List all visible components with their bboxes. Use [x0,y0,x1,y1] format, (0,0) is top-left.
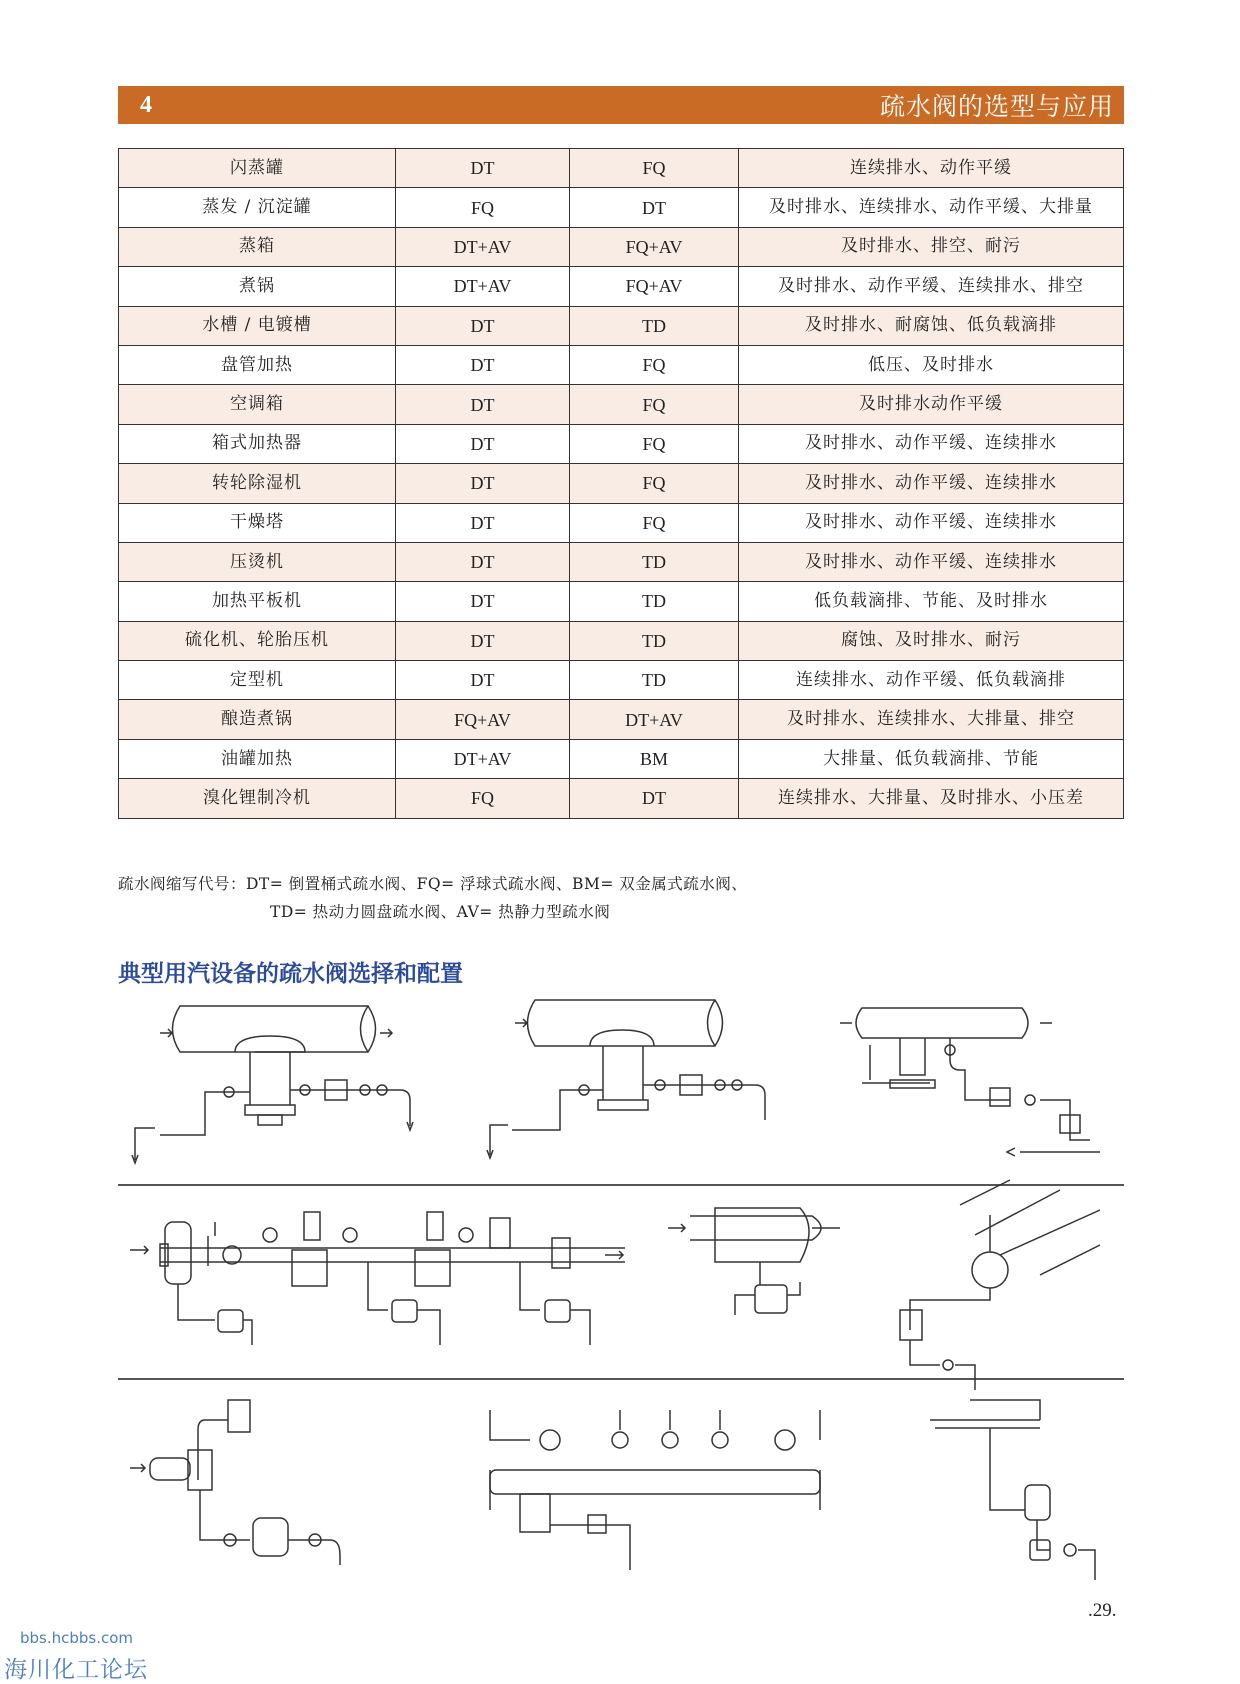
cell-features: 连续排水、大排量、及时排水、小压差 [739,779,1124,818]
cell-second-choice: FQ [570,424,739,463]
cell-first-choice: FQ [396,188,570,227]
cell-features: 及时排水、动作平缓、连续排水 [739,542,1124,581]
diagram-steam-separator [130,1400,340,1565]
cell-first-choice: DT+AV [396,267,570,306]
cell-features: 及时排水、连续排水、动作平缓、大排量 [739,188,1124,227]
cell-features: 及时排水动作平缓 [739,385,1124,424]
cell-features: 及时排水、动作平缓、连续排水 [739,464,1124,503]
cell-first-choice: DT+AV [396,739,570,778]
diagram-flash-tank-1 [132,1006,413,1163]
watermark-name: 海川化工论坛 [4,1657,148,1683]
watermark-url: bbs.hcbbs.com [20,1629,134,1647]
cell-features: 及时排水、动作平缓、连续排水 [739,503,1124,542]
cell-first-choice: DT [396,582,570,621]
chapter-number: 4 [140,91,152,118]
cell-first-choice: DT [396,306,570,345]
diagram-flash-tank-2 [487,1000,765,1158]
cell-second-choice: TD [570,621,739,660]
cell-equipment: 定型机 [119,661,396,700]
abbreviation-note-line2: TD= 热动力圆盘疏水阀、AV= 热静力型疏水阀 [270,903,611,921]
cell-features: 及时排水、连续排水、大排量、排空 [739,700,1124,739]
cell-equipment: 加热平板机 [119,582,396,621]
cell-features: 及时排水、动作平缓、连续排水 [739,424,1124,463]
cell-first-choice: DT [396,464,570,503]
cell-first-choice: DT [396,149,570,188]
cell-equipment: 蒸箱 [119,227,396,266]
cell-equipment: 溴化锂制冷机 [119,779,396,818]
cell-second-choice: BM [570,739,739,778]
cell-first-choice: DT+AV [396,227,570,266]
cell-equipment: 硫化机、轮胎压机 [119,621,396,660]
cell-second-choice: DT [570,188,739,227]
cell-first-choice: DT [396,621,570,660]
chapter-title: 疏水阀的选型与应用 [879,92,1114,121]
cell-second-choice: FQ [570,385,739,424]
cell-features: 连续排水、动作平缓 [739,149,1124,188]
cell-equipment: 盘管加热 [119,345,396,384]
cell-equipment: 空调箱 [119,385,396,424]
cell-first-choice: FQ [396,779,570,818]
cell-second-choice: TD [570,661,739,700]
cell-features: 连续排水、动作平缓、低负载滴排 [739,661,1124,700]
cell-second-choice: FQ [570,503,739,542]
cell-second-choice: FQ [570,149,739,188]
diagram-header-pipe [840,1008,1100,1156]
page-number: .29. [1088,1600,1117,1621]
cell-equipment: 蒸发 / 沉淀罐 [119,188,396,227]
cell-equipment: 油罐加热 [119,739,396,778]
cell-first-choice: DT [396,424,570,463]
cell-first-choice: FQ+AV [396,700,570,739]
cell-equipment: 干燥塔 [119,503,396,542]
cell-second-choice: FQ [570,464,739,503]
cell-second-choice: FQ [570,345,739,384]
diagram-drip-leg [930,1400,1095,1580]
cell-second-choice: DT [570,779,739,818]
cell-features: 大排量、低负载滴排、节能 [739,739,1124,778]
cell-equipment: 闪蒸罐 [119,149,396,188]
cell-second-choice: DT+AV [570,700,739,739]
cell-second-choice: FQ+AV [570,227,739,266]
cell-first-choice: DT [396,385,570,424]
cell-equipment: 压烫机 [119,542,396,581]
cell-equipment: 酿造煮锅 [119,700,396,739]
cell-second-choice: TD [570,582,739,621]
cell-features: 及时排水、排空、耐污 [739,227,1124,266]
cell-features: 腐蚀、及时排水、耐污 [739,621,1124,660]
cell-equipment: 箱式加热器 [119,424,396,463]
cell-equipment: 煮锅 [119,267,396,306]
cell-second-choice: TD [570,306,739,345]
cell-equipment: 水槽 / 电镀槽 [119,306,396,345]
cell-second-choice: TD [570,542,739,581]
diagram-steam-manifold [490,1410,820,1570]
cell-first-choice: DT [396,503,570,542]
cell-first-choice: DT [396,542,570,581]
cell-equipment: 转轮除湿机 [119,464,396,503]
section-title: 典型用汽设备的疏水阀选择和配置 [118,961,463,987]
abbreviation-note-line1: 疏水阀缩写代号：DT= 倒置桶式疏水阀、FQ= 浮球式疏水阀、BM= 双金属式疏水阀、 [118,875,748,893]
cell-features: 低压、及时排水 [739,345,1124,384]
cell-first-choice: DT [396,661,570,700]
diagram-coil-heater [900,1180,1100,1390]
diagram-pressure-reducing-station [130,1212,625,1345]
cell-features: 及时排水、耐腐蚀、低负载滴排 [739,306,1124,345]
cell-first-choice: DT [396,345,570,384]
cell-features: 低负载滴排、节能、及时排水 [739,582,1124,621]
diagram-separator [668,1208,840,1315]
cell-second-choice: FQ+AV [570,267,739,306]
cell-features: 及时排水、动作平缓、连续排水、排空 [739,267,1124,306]
